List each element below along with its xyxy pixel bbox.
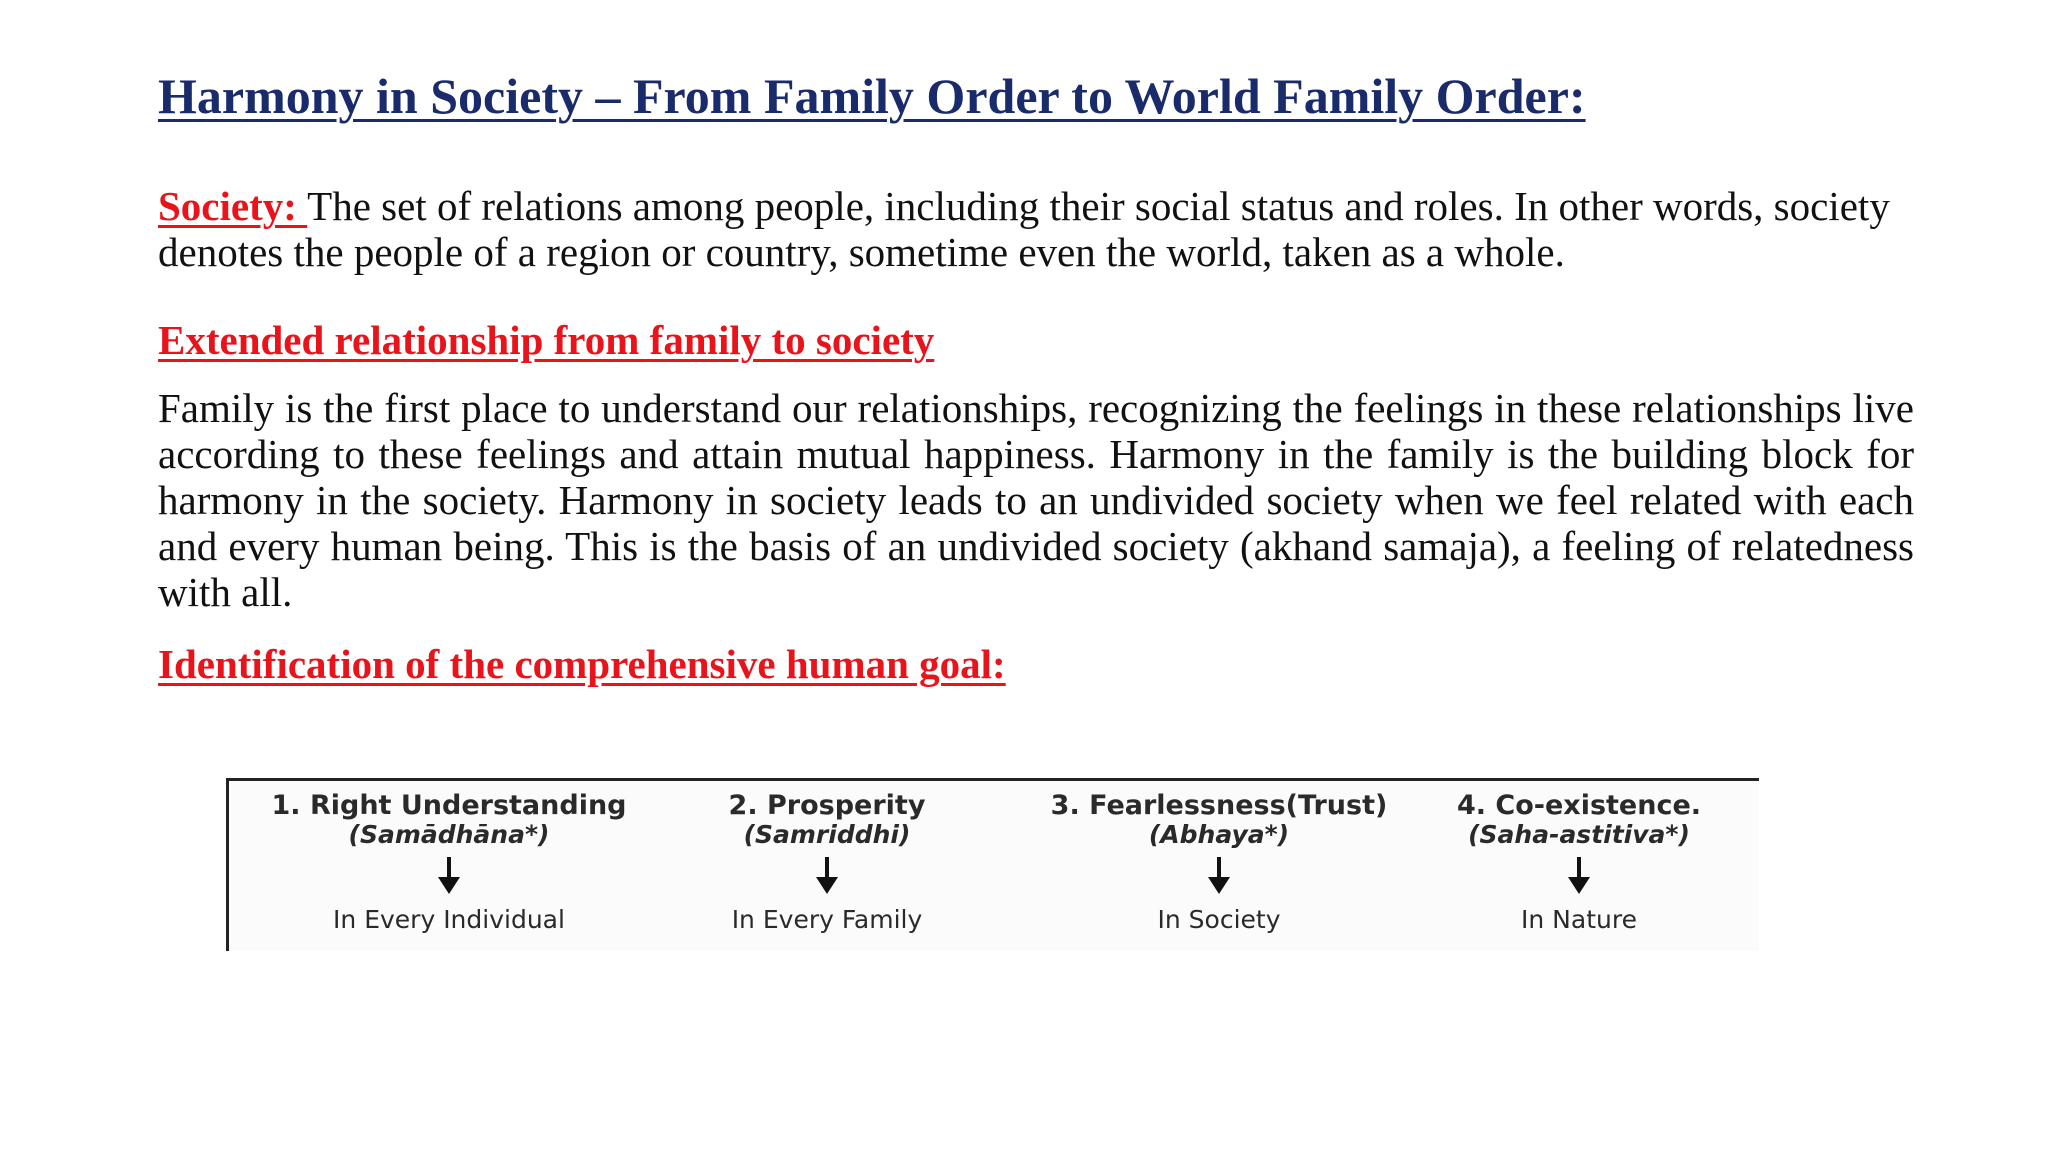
goal-item xyxy=(259,791,639,935)
goal-scope: In Every Family xyxy=(731,905,923,934)
extended-relationship-text: Family is the first place to understand our relationships, recognizing the feelings in these relationships live according to these feelings and attain mutual happiness. Harmony in the family is the building block for harmony in the society. Harmony in society leads to an undivided society when we feel related with each and every human being. This is the basis of an undivided society (akhand samaja), a feeling of relatedness with all. xyxy=(158,385,1914,615)
goal-item xyxy=(1029,791,1409,935)
extended-relationship-heading: Extended relationship from family to society xyxy=(158,317,935,363)
goal-item xyxy=(1389,791,1769,935)
society-label: Society: xyxy=(158,183,308,229)
arrow-down-icon xyxy=(1564,857,1594,895)
arrow-down-icon xyxy=(812,857,842,895)
goal-title: 1. Right Understanding xyxy=(271,790,627,821)
goal-subtitle: (Abhaya*) xyxy=(1148,820,1290,849)
goal-scope: In Society xyxy=(1157,905,1281,934)
goal-title: 2. Prosperity xyxy=(728,790,926,821)
human-goal-heading: Identification of the comprehensive human goal: xyxy=(158,641,1006,687)
goal-subtitle: (Samādhāna*) xyxy=(348,820,550,849)
goal-scope: In Every Individual xyxy=(333,905,565,934)
goal-subtitle: (Saha-astitiva*) xyxy=(1468,820,1690,849)
page-title: Harmony in Society – From Family Order to World Family Order: xyxy=(158,68,1586,124)
society-text: The set of relations among people, including their social status and roles. In other words, society denotes the people of a region or country, sometime even the world, taken as a whole. xyxy=(158,183,1890,275)
goal-scope: In Nature xyxy=(1521,905,1637,934)
arrow-down-icon xyxy=(1204,857,1234,895)
goal-subtitle: (Samriddhi) xyxy=(743,820,911,849)
human-goal-diagram xyxy=(226,778,1759,951)
society-definition xyxy=(158,183,1914,275)
arrow-down-icon xyxy=(434,857,464,895)
goal-item xyxy=(637,791,1017,935)
goal-title: 3. Fearlessness(Trust) xyxy=(1050,790,1388,821)
goal-title: 4. Co-existence. xyxy=(1456,790,1702,821)
